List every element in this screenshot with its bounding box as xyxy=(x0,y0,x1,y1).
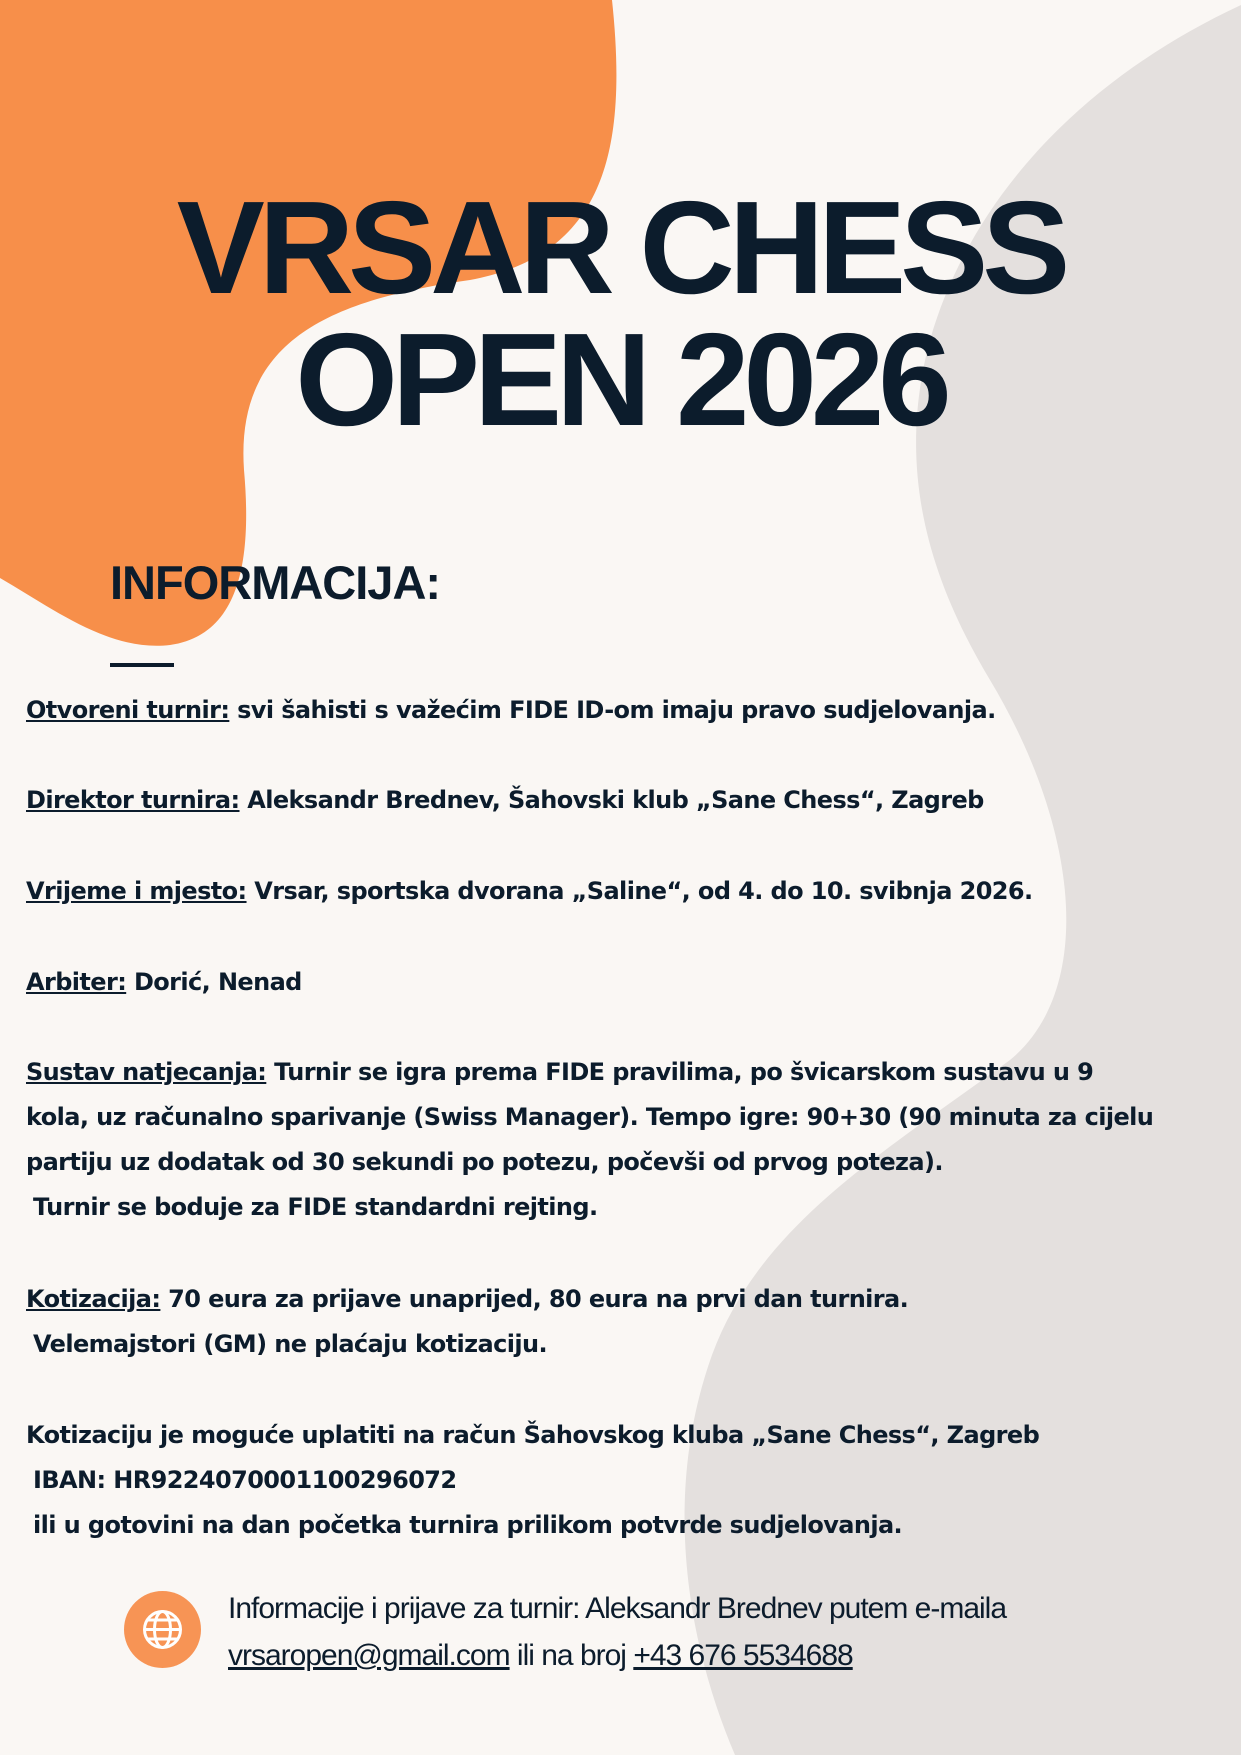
label-arbiter: Arbiter: xyxy=(26,968,127,996)
system-text-1: Turnir se igra prema FIDE pravilima, po švicarskom sustavu u 9 xyxy=(274,1058,1094,1086)
contact-info xyxy=(228,1585,1006,1679)
paragraph-director xyxy=(26,778,1206,823)
info-heading: INFORMACIJA: xyxy=(110,556,441,609)
paragraph-fee xyxy=(26,1277,1206,1367)
system-line-1 xyxy=(26,1050,1206,1095)
paragraph-arbiter xyxy=(26,960,1206,1005)
globe-icon xyxy=(124,1591,201,1668)
title-line-1: VRSAR CHESS xyxy=(176,174,1065,321)
contact-line-2 xyxy=(228,1632,1006,1679)
contact-mid: ili na broj xyxy=(516,1639,626,1672)
text-director: Aleksandr Brednev, Šahovski klub „Sane Chess“, Zagreb xyxy=(247,786,984,814)
heading-divider xyxy=(110,663,174,667)
system-line-4: Turnir se boduje za FIDE standardni rejting. xyxy=(33,1193,598,1221)
label-director: Direktor turnira: xyxy=(26,786,240,814)
text-time-place: Vrsar, sportska dvorana „Saline“, od 4. do 10. svibnja 2026. xyxy=(254,877,1033,905)
payment-line-3: ili u gotovini na dan početka turnira prilikom potvrde sudjelovanja. xyxy=(33,1511,903,1539)
system-line-2: kola, uz računalno sparivanje (Swiss Manager). Tempo igre: 90+30 (90 minuta za cijelu xyxy=(26,1103,1154,1131)
fee-text-1: 70 eura za prijave unaprijed, 80 eura na prvi dan turnira. xyxy=(168,1285,909,1313)
fee-line-1 xyxy=(26,1277,1206,1322)
paragraph-open-tournament xyxy=(26,688,1206,733)
phone-link[interactable]: +43 676 5534688 xyxy=(633,1639,853,1672)
contact-line-1: Informacije i prijave za turnir: Aleksandr Brednev putem e-maila xyxy=(228,1592,1007,1625)
paragraph-time-place xyxy=(26,869,1206,914)
payment-line-1: Kotizaciju je moguće uplatiti na račun Šahovskog kluba „Sane Chess“, Zagreb xyxy=(26,1421,1040,1449)
email-link[interactable]: vrsaropen@gmail.com xyxy=(228,1639,510,1672)
title-line-2: OPEN 2026 xyxy=(295,306,946,453)
text-arbiter: Dorić, Nenad xyxy=(133,968,302,996)
label-fee: Kotizacija: xyxy=(26,1285,161,1313)
paragraph-payment xyxy=(26,1413,1206,1548)
label-time-place: Vrijeme i mjesto: xyxy=(26,877,247,905)
text-open: svi šahisti s važećim FIDE ID-om imaju pravo sudjelovanja. xyxy=(237,696,996,724)
fee-line-2: Velemajstori (GM) ne plaćaju kotizaciju. xyxy=(33,1330,547,1358)
label-open: Otvoreni turnir: xyxy=(26,696,230,724)
label-system: Sustav natjecanja: xyxy=(26,1058,267,1086)
paragraph-system xyxy=(26,1050,1206,1230)
payment-iban: IBAN: HR9224070001100296072 xyxy=(33,1466,457,1494)
system-line-3: partiju uz dodatak od 30 sekundi po potezu, počevši od prvog poteza). xyxy=(26,1148,943,1176)
